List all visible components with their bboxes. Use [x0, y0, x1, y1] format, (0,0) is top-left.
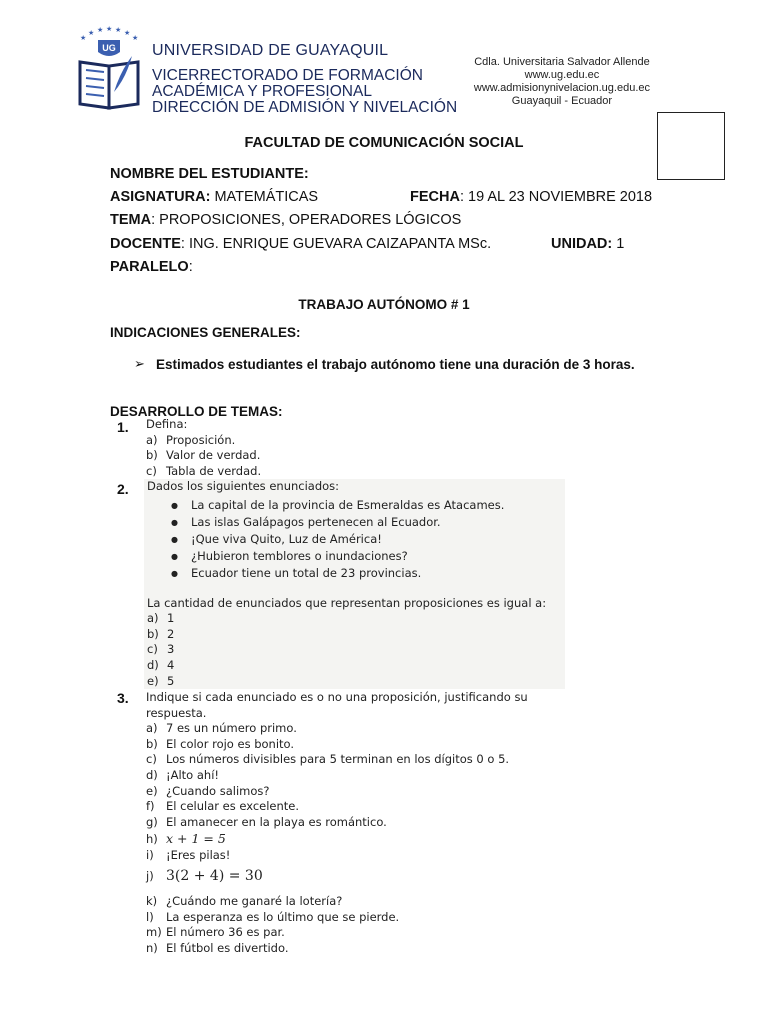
- svg-text:★: ★: [106, 26, 113, 33]
- unit-value: 1: [612, 236, 625, 252]
- list-item: ● Ecuador tiene un total de 23 provincias.: [171, 565, 565, 582]
- list-item: d) 4: [147, 657, 175, 672]
- topic-value: : PROPOSICIONES, OPERADORES LÓGICOS: [151, 212, 462, 228]
- equation-j: 3(2 + 4) = 30: [166, 867, 263, 884]
- list-item: c) 3: [147, 642, 175, 657]
- svg-text:★: ★: [88, 29, 95, 37]
- date-label: FECHA: [410, 189, 460, 205]
- subject-value: MATEMÁTICAS: [210, 189, 319, 205]
- work-title: TRABAJO AUTÓNOMO # 1: [298, 297, 470, 312]
- list-item: l) La esperanza es lo último que se pierde.: [146, 909, 400, 924]
- list-item: a) 7 es un número primo.: [146, 721, 297, 736]
- parallel-field: [110, 259, 193, 275]
- exercise-2: [144, 479, 565, 689]
- list-item: c) Los números divisibles para 5 terminan en los dígitos 0 o 5.: [146, 752, 510, 767]
- list-item: e) 5: [147, 673, 175, 688]
- list-item: g) El amanecer en la playa es romántico.: [146, 814, 387, 829]
- exercise-3-prompt: Indique si cada enunciado es o no una proposición, justificando su respuesta.: [146, 690, 528, 720]
- list-item: j) 3(2 + 4) = 30: [146, 867, 263, 884]
- svg-text:★: ★: [80, 34, 87, 42]
- list-item: c) Tabla de verdad.: [146, 463, 262, 478]
- exercise-2-number: 2.: [117, 481, 129, 497]
- city-line: Guayaquil - Ecuador: [511, 95, 613, 107]
- university-logo: [76, 26, 142, 110]
- list-item: ● Las islas Galápagos pertenecen al Ecuador.: [171, 514, 565, 531]
- svg-text:★: ★: [97, 26, 104, 34]
- teacher-field: [110, 236, 491, 252]
- exercise-3: [146, 690, 566, 956]
- exercise-2-question: La cantidad de enunciados que representan proposiciones es igual a:: [147, 595, 547, 610]
- indication-text: Estimados estudiantes el trabajo autónomo tiene una duración de 3 horas.: [156, 357, 635, 372]
- direccion-name: DIRECCIÓN DE ADMISIÓN Y NIVELACIÓN: [152, 99, 458, 116]
- topic-field: [110, 212, 461, 228]
- subject-label: ASIGNATURA:: [110, 189, 211, 205]
- faculty-title: FACULTAD DE COMUNICACIÓN SOCIAL: [244, 135, 524, 151]
- address-block: [474, 56, 650, 108]
- development-heading: DESARROLLO DE TEMAS:: [110, 404, 283, 419]
- address-line: Cdla. Universitaria Salvador Allende: [474, 56, 650, 68]
- website-link[interactable]: www.ug.edu.ec: [524, 69, 600, 81]
- list-item: d) ¡Alto ahí!: [146, 767, 220, 782]
- parallel-label: PARALELO: [110, 259, 189, 275]
- list-item: ● ¿Hubieron temblores o inundaciones?: [171, 548, 565, 565]
- student-label: NOMBRE DEL ESTUDIANTE:: [110, 166, 309, 182]
- parallel-value: :: [188, 259, 193, 275]
- list-item: ● ¡Que viva Quito, Luz de América!: [171, 531, 565, 548]
- list-item: b) 2: [147, 626, 175, 641]
- list-item: b) El color rojo es bonito.: [146, 736, 295, 751]
- admission-website-link[interactable]: www.admisionynivelacion.ug.edu.ec: [473, 82, 650, 94]
- list-item: n) El fútbol es divertido.: [146, 940, 289, 955]
- vicerrectorado-line-1: VICERRECTORADO DE FORMACIÓN: [152, 67, 423, 84]
- date-field: [410, 189, 652, 205]
- vicerrectorado-line-2: ACADÉMICA Y PROFESIONAL: [152, 83, 372, 100]
- student-name-field: [110, 166, 309, 182]
- unit-field: [551, 236, 624, 252]
- exercise-3-number: 3.: [117, 690, 129, 706]
- list-item: b) Valor de verdad.: [146, 448, 261, 463]
- arrow-bullet-icon: ➢: [134, 356, 145, 371]
- exercise-1-number: 1.: [117, 419, 129, 435]
- list-item: a) Proposición.: [146, 432, 236, 447]
- exercise-1-prompt: Defina:: [146, 417, 188, 431]
- list-item: e) ¿Cuando salimos?: [146, 783, 270, 798]
- teacher-label: DOCENTE: [110, 236, 181, 252]
- statements-list: [147, 497, 565, 582]
- exercise-1: [146, 417, 261, 479]
- list-item: ● La capital de la provincia de Esmeraldas es Atacames.: [171, 497, 565, 514]
- list-item: m) El número 36 es par.: [146, 925, 285, 940]
- svg-text:UG: UG: [102, 43, 116, 53]
- general-indications-heading: INDICACIONES GENERALES:: [110, 325, 301, 340]
- equation-h: x + 1 = 5: [166, 831, 226, 847]
- svg-text:★: ★: [115, 26, 122, 34]
- svg-text:★: ★: [124, 29, 131, 37]
- topic-label: TEMA: [110, 212, 152, 228]
- list-item: k) ¿Cuándo me ganaré la lotería?: [146, 893, 343, 908]
- list-item: h) x + 1 = 5: [146, 831, 226, 847]
- vicerrectorado-name: [152, 68, 457, 116]
- list-item: i) ¡Eres pilas!: [146, 848, 231, 863]
- date-value: : 19 AL 23 NOVIEMBRE 2018: [459, 189, 653, 205]
- university-name: UNIVERSIDAD DE GUAYAQUIL: [152, 42, 389, 59]
- list-item: f) El celular es excelente.: [146, 799, 300, 814]
- list-item: a) 1: [147, 611, 175, 626]
- unit-label: UNIDAD:: [551, 236, 613, 252]
- exercise-2-prompt: Dados los siguientes enunciados:: [147, 479, 340, 493]
- subject-field: [110, 189, 318, 205]
- teacher-value: : ING. ENRIQUE GUEVARA CAIZAPANTA MSc.: [180, 236, 492, 252]
- svg-text:★: ★: [132, 34, 139, 42]
